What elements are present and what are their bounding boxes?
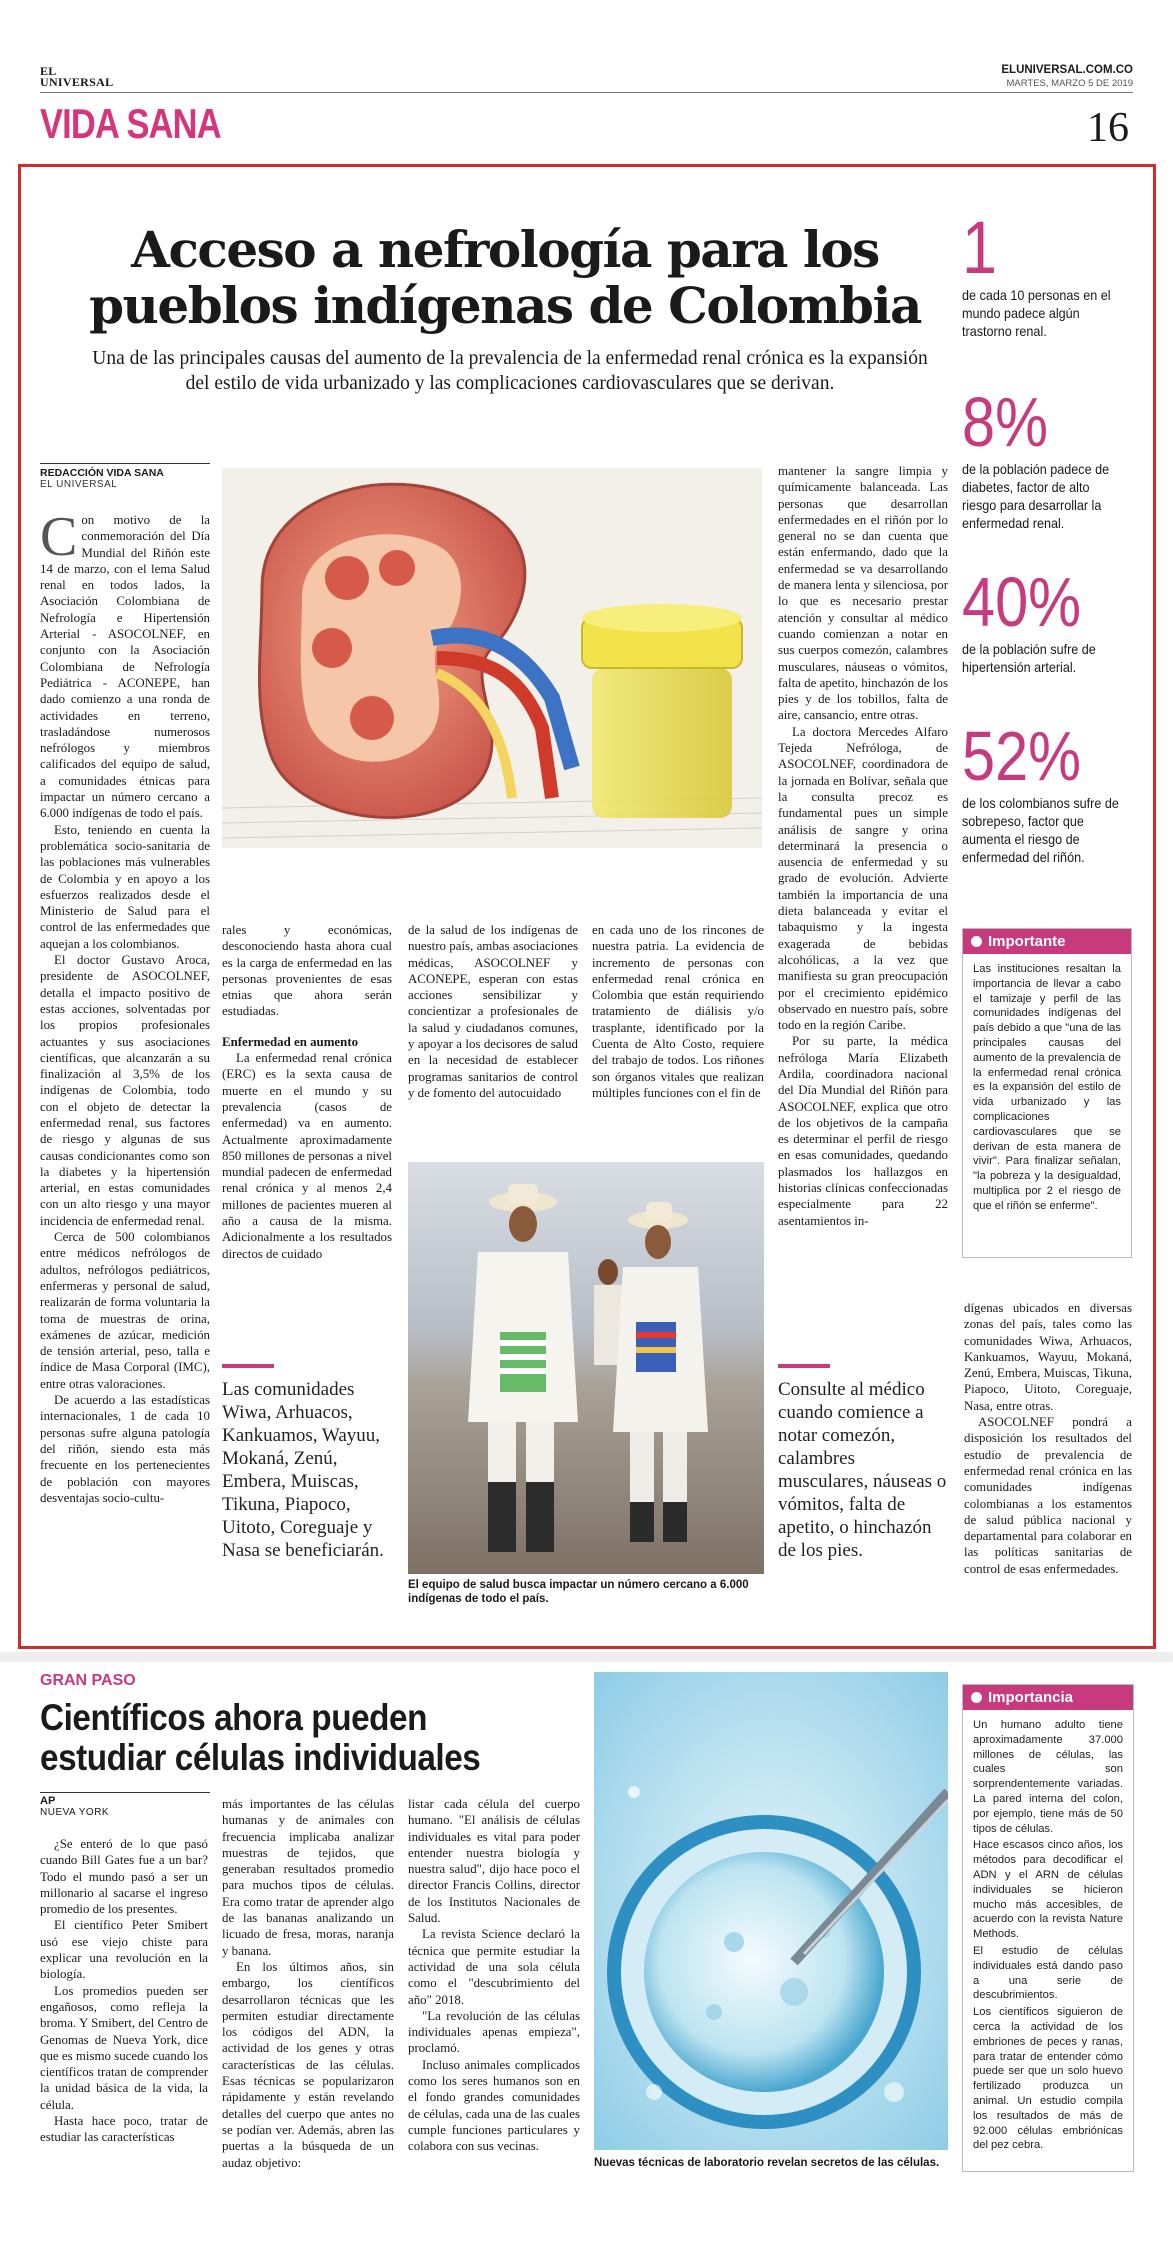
newspaper-logo: EL UNIVERSAL xyxy=(40,64,114,89)
section-separator xyxy=(0,1652,1173,1662)
stat-block-4 xyxy=(962,718,1142,866)
kidney-icon xyxy=(222,468,762,848)
article-paragraph: más importantes de las células humanas y de animales con frecuencia implicaba analizar muestras de tejidos, que generaban resultados promedio para muchos tipos de células. Era como tratar de aprender algo de las bananas analizando un licuado de fresa, moras, naranja y banana. xyxy=(222,1797,394,1958)
stat-text: de los colombianos sufre de sobrepeso, factor que aumenta el riesgo de enfermedad del riñón. xyxy=(962,795,1119,865)
importante-header: Importante xyxy=(963,929,1131,954)
photo-caption: El equipo de salud busca impactar un número cercano a 6.000 indígenas de todo el país. xyxy=(408,1579,749,1605)
importancia-body: Un humano adulto tiene aproximadamente 37.000 millones de células, las cuales son sorprendentemente variadas. La pared interna del colon, por ejemplo, tiene más de 50 tipos de células. Hace escasos cinco años, los métodos para decodificar el ADN y el ARN de células individuales se hicieron mucho más accesibles, de acuerdo con la revista Nature Methods. El estudio de células individuales está dando paso a una serie de descubrimientos. Los científicos siguieron de cerca la actividad de los embriones de peces y ranas, para tratar de entender cómo puede ser que un solo huevo fertilizado produzca un animal. Un estudio compila los resultados de más de 92.000 células embriónicas del pez cebra. xyxy=(973,1719,1123,2152)
second-byline: AP NUEVA YORK xyxy=(40,1792,210,1818)
main-column-4 xyxy=(592,922,764,1101)
article-paragraph: rales y económicas, desconociendo hasta ahora cual es la carga de enfermedad en las personas provenientes de esas etnias que ahora serán estudiadas. xyxy=(222,923,392,1019)
kidney-illustration xyxy=(222,468,762,848)
stat-number: 40% xyxy=(962,563,1082,641)
article-paragraph: dígenas ubicados en diversas zonas del país, tales como las comunidades Wiwa, Arhuacos, Kankuamos, Wayuu, Mokaná, Zenú, Embera, Muiscas, Tikuna, Piapoco, Uitoto, Coreguaje, Nasa, entre otras. xyxy=(964,1301,1132,1413)
stat-block-2 xyxy=(962,384,1142,532)
header-divider xyxy=(40,92,1133,93)
article-paragraph: Cerca de 500 colombianos entre médicos nefrólogos de adultos, nefrólogos pediátricos, enfermeras y personal de salud, realizarán de forma voluntaria la toma de muestras de orina, exámenes de azúcar, medición de tensión arterial, peso, talla e índice de Masa Corporal (IMC), entre otras valoraciones. xyxy=(40,1230,210,1391)
main-column-5 xyxy=(778,463,948,1229)
second-headline: Científicos ahora pueden estudiar células individuales xyxy=(40,1697,481,1778)
second-column-1 xyxy=(40,1836,208,2146)
article-paragraph: Con motivo de la conmemoración del Día Mundial del Riñón este 14 de marzo, con el lema Salud renal en todos lados, la Asociación Colombiana de Nefrología e Hipertensión Arterial - ASOCOLNEF, en conjunto con la Asociación Colombiana de Nefrología Pediátrica - ACONEPE, han dado comienzo a una ronda de actividades en terreno, trasladándose numerosos nefrólogos y miembros calificados del equipo de salud, a comunidades étnicas para impactar un número cercano a 6.000 indígenas de todo el país. xyxy=(40,506,210,821)
stat-number: 1 xyxy=(962,206,997,289)
article-paragraph: Los promedios pueden ser engañosos, como refleja la broma. Y Smibert, del Centro de Genomas de Nueva York, dice que es mismo sucede cuando los científicos tratan de comprender la unidad básica de la vida, la célula. xyxy=(40,1983,208,2112)
article-paragraph: Esto, teniendo en cuenta la problemática socio-sanitaria de las poblaciones más vulnerables de Colombia y en apoyo a los esfuerzos realizados desde el Ministerio de Salud para el control de las enfermedades que aquejan a los colombianos. xyxy=(40,822,210,951)
photo-icon xyxy=(408,1162,764,1574)
stat-block-3 xyxy=(962,564,1142,676)
section-title: VIDA SANA xyxy=(40,100,221,147)
article-paragraph: La doctora Mercedes Alfaro Tejeda Nefróloga, de ASOCOLNEF, coordinadora de la jornada en Bolívar, señala que la consulta precoz es fundamental pues un simple análisis de sangre y orina determinará la presencia o ausencia de enfermedad y su grado de evolución. Advierte también la importancia de una dieta balanceada y evitar el tabaquismo y la ingesta exagerada de bebidas alcohólicas, a la vez que manifiesta su gran preocupación por el crecimiento epidémico observado en nuestro país, sobre todo en la región Caribe. xyxy=(778,724,948,1033)
stat-text: de la población sufre de hipertensión arterial. xyxy=(962,641,1096,675)
article-paragraph: Por su parte, la médica nefróloga María Elizabeth Ardila, coordinadora nacional del Día Mundial del Riñón para ASOCOLNEF, explica que otro de los objetivos de la campaña es determinar el perfil de riesgo en esas comunidades, quedando plasmados los hallazgos en historias clínicas confeccionadas especialmente para 22 asentamientos in- xyxy=(778,1034,948,1228)
stat-text: de cada 10 personas en el mundo padece algún trastorno renal. xyxy=(962,287,1111,339)
second-column-2 xyxy=(222,1796,394,2171)
cell-icon xyxy=(594,1672,948,2150)
main-byline: REDACCIÓN VIDA SANA EL UNIVERSAL xyxy=(40,463,210,490)
pull-quote-right: Consulte al médico cuando comience a notar comezón, calambres musculares, náuseas o vómitos, falta de apetito, o hinchazón de los pies. xyxy=(778,1364,948,1562)
main-deck: Una de las principales causas del aumento de la prevalencia de la enfermedad renal crónica es la expansión del estilo de vida urbanizado y las complicaciones cardiovasculares que se derivan. xyxy=(92,348,928,394)
article-paragraph: Hasta hace poco, tratar de estudiar las características xyxy=(40,2114,208,2145)
main-headline: Acceso a nefrología para los pueblos indígenas de Colombia xyxy=(89,220,921,335)
article-paragraph: Incluso animales complicados como los seres humanos son en el fondo grandes comunidades de células, cada una de las cuales cumple funciones particulares y colabora con sus vecinas. xyxy=(408,2057,580,2154)
article-paragraph: ASOCOLNEF pondrá a disposición los resultados del estudio de prevalencia de enfermedad renal crónica en las comunidades indígenas colombianas a los estamentos de salud pública nacional y departamental para colaborar en las políticas sanitarias de control de esas enfermedades. xyxy=(964,1415,1132,1576)
stat-number: 8% xyxy=(962,383,1048,461)
article-paragraph: mantener la sangre limpia y químicamente balanceada. Las personas que desarrollan enfermedades en el riñón por lo general no se dan cuenta que están enfermando, dado que la enfermedad se va desarrollando de manera lenta y silenciosa, por lo que es necesario prestar atención y consultar al médico cuando comienzan a notar en sus cuerpos comezón, calambres musculares, náuseas o vómitos, falta de apetito, hinchazón de los pies y de los tobillos, falta de aire, cansancio, entre otras. xyxy=(778,464,948,723)
cell-photo-caption: Nuevas técnicas de laboratorio revelan secretos de las células. xyxy=(594,2157,940,2169)
article-paragraph: en cada uno de los rincones de nuestra patria. La evidencia de incremento de personas con enfermedad renal crónica en Colombia que están requiriendo tratamiento de diálisis y/o trasplante, identificado por la Cuenta de Alto Costo, requiere del trabajo de todos. Los riñones son órganos vitales que realizan múltiples funciones con el fin de xyxy=(592,923,764,1100)
cell-microscopy-image xyxy=(594,1672,948,2150)
article-paragraph: de la salud de los indígenas de nuestro país, ambas asociaciones médicas, ASOCOLNEF y ACONEPE, esperan con estas acciones sensibilizar y concientizar a profesionales de la salud y ciudadanos comunes, y apoyar a los decisores de salud en la necesidad de establecer programas sanitarios de control y de fomento del autocuidado xyxy=(408,923,578,1100)
article-paragraph: El científico Peter Smibert usó ese viejo chiste para explicar una revolución en la biología. xyxy=(40,1918,208,1982)
importancia-header: Importancia xyxy=(963,1685,1133,1710)
second-column-3 xyxy=(408,1796,580,2155)
page-number: 16 xyxy=(1087,105,1129,151)
stat-block-1 xyxy=(962,206,1142,340)
article-paragraph: La enfermedad renal crónica (ERC) es la sexta causa de muerte en el mundo y su prevalencia (casos de enfermedad) va en aumento. Actualmente aproximadamente 850 millones de personas a nivel mundial padecen de enfermedad renal crónica y al menos 2,4 millones de pacientes mueren al año a causa de la misma. Adicionalmente a los resultados directos de cuidado xyxy=(222,1051,392,1261)
subhead: Enfermedad en aumento xyxy=(222,1034,359,1049)
article-paragraph: La revista Science declaró la técnica que permite estudiar la actividad de una sola célula como el "descubrimiento del año" 2018. xyxy=(408,1927,580,2007)
importante-box xyxy=(962,928,1132,1258)
site-url[interactable]: ELUNIVERSAL.COM.CO xyxy=(1001,64,1133,76)
issue-date: MARTES, MARZO 5 DE 2019 xyxy=(1006,78,1133,89)
drop-cap: C xyxy=(40,506,78,568)
article-paragraph: De acuerdo a las estadísticas internacionales, 1 de cada 10 personas sufre alguna patología del riñón, siendo esta más frecuente en los pertenecientes de población con mayores desventajas socio-cultu- xyxy=(40,1393,210,1505)
main-column-6 xyxy=(964,1300,1132,1577)
pull-quote-bar xyxy=(778,1364,830,1368)
bullet-icon xyxy=(971,1692,982,1703)
indigenous-people-photo xyxy=(408,1162,764,1574)
article-paragraph: listar cada célula del cuerpo humano. "El análisis de células individuales es vital para poder entender nuestra biología y nuestra salud", dijo hace poco el director Francis Collins, director de los Institutos Nacionales de Salud. xyxy=(408,1797,580,1926)
article-paragraph: ¿Se enteró de lo que pasó cuando Bill Gates fue a un bar? Todo el mundo pasó a ser un millonario al sacarse el ingreso promedio de los presentes. xyxy=(40,1837,208,1917)
pull-quote-left: Las comunidades Wiwa, Arhuacos, Kankuamos, Wayuu, Mokaná, Zenú, Embera, Muiscas, Tikuna, Piapoco, Uitoto, Coreguaje y Nasa se beneficiarán. xyxy=(222,1364,394,1562)
second-kicker: GRAN PASO xyxy=(40,1672,136,1689)
stat-number: 52% xyxy=(962,717,1082,795)
article-paragraph: En los últimos años, sin embargo, los científicos desarrollaron técnicas que les permiten estudiar directamente los códigos del ADN, la actividad de los genes y otras características de las células. Esas técnicas se popularizaron rápidamente y están revelando detalles del cuerpo que antes no se podían ver. Además, abren las puertas a la búsqueda de un audaz objetivo: xyxy=(222,1959,394,2170)
article-paragraph: "La revolución de las células individuales apenas empieza", proclamó. xyxy=(408,2008,580,2056)
main-column-2 xyxy=(222,922,392,1262)
main-column-1 xyxy=(40,506,210,1612)
importante-body: Las instituciones resaltan la importancia de llevar a cabo el tamizaje y perfil de las comunidades indígenas del país debido a que "una de las principales causas del aumento de la prevalencia de la enfermedad renal crónica es la expansión del estilo de vida urbanizado y las complicaciones cardiovasculares que se derivan de esta manera de vivir". Para finalizar señalan, "la pobreza y la desigualdad, multiplica por 2 el riesgo de que el riñón se enferme". xyxy=(973,963,1121,1212)
importancia-box xyxy=(962,1684,1134,2172)
pull-quote-bar xyxy=(222,1364,274,1368)
stat-text: de la población padece de diabetes, factor de alto riesgo para desarrollar la enfermedad renal. xyxy=(962,461,1110,531)
bullet-icon xyxy=(971,936,982,947)
main-column-3 xyxy=(408,922,578,1101)
article-paragraph: El doctor Gustavo Aroca, presidente de ASOCOLNEF, detalla el impacto positivo de estas acciones, solventadas por los propios profesionales actuantes y sus asociaciones científicas, que alcanzarán a su finalización al 3,5% de los indígenas de Colombia, todo con el objeto de detectar la enfermedad renal, sus factores de riesgo y algunas de sus causas condicionantes como son la diabetes y la hipertensión arterial, en estas comunidades con un alto riesgo y una mayor incidencia de enfermedad renal. xyxy=(40,953,210,1228)
